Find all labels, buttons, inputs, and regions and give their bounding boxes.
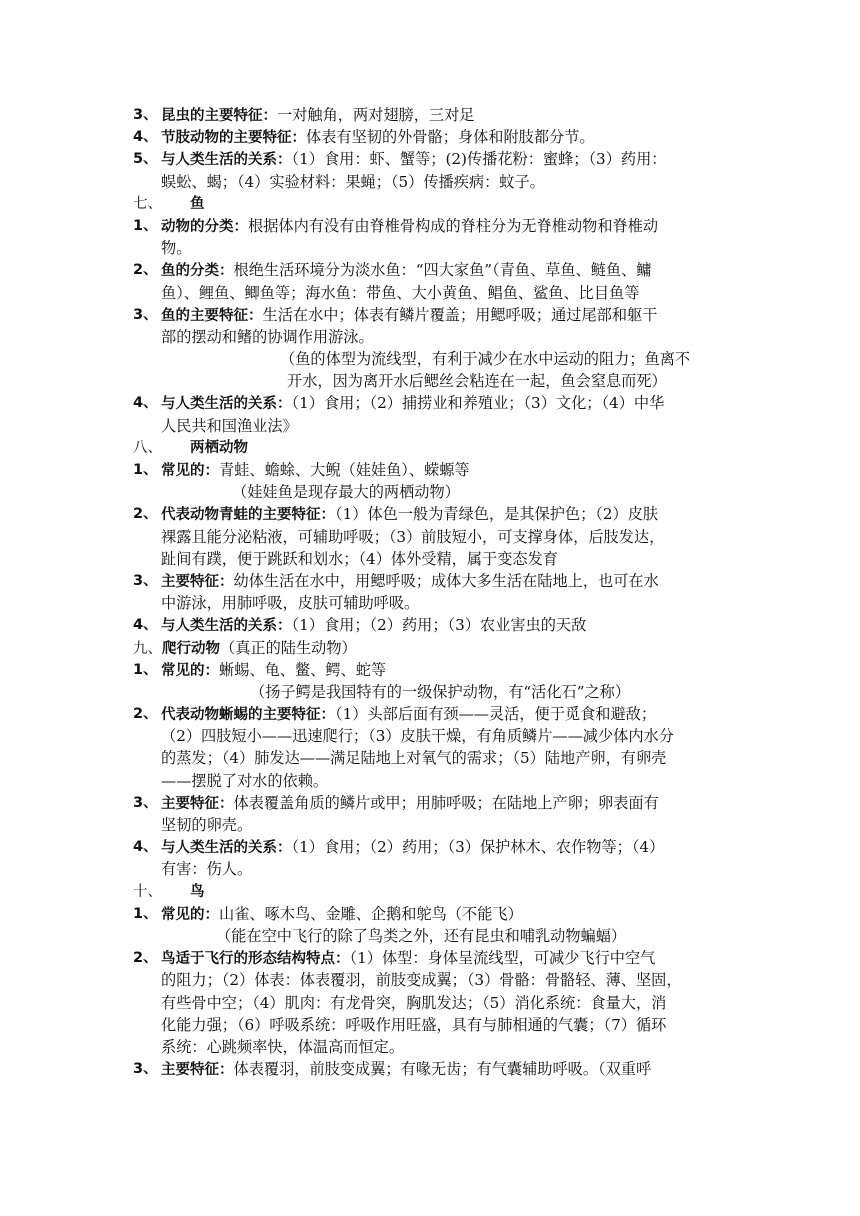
item-text bbox=[161, 1058, 651, 1081]
text-line bbox=[0, 104, 860, 126]
text-line bbox=[0, 836, 860, 858]
item-heading: 主要特征： bbox=[161, 795, 234, 812]
text-line bbox=[0, 814, 860, 836]
item-text bbox=[161, 570, 659, 593]
item-body: 根据体内有没有由脊椎骨构成的脊柱分为无脊椎动物和脊椎动 bbox=[248, 216, 659, 235]
item-body: 青蛙、蟾蜍、大鲵（娃娃鱼）、蝾螈等 bbox=[219, 461, 470, 479]
section-title: 爬行动物 bbox=[162, 640, 220, 657]
note-text: （娃娃鱼是现存最大的两栖动物） bbox=[232, 483, 460, 502]
text-line bbox=[0, 969, 860, 991]
text-line bbox=[0, 282, 860, 304]
continuation-text: 系统：心跳频率快，体温高而恒定。 bbox=[161, 1037, 404, 1056]
text-line bbox=[0, 592, 860, 614]
item-text bbox=[161, 459, 470, 482]
continuation-text: 化能力强；（6）呼吸系统：呼吸作用旺盛，具有与肺相通的气囊；（7）循环 bbox=[161, 1015, 667, 1034]
text-line bbox=[0, 703, 860, 725]
item-text bbox=[161, 903, 523, 926]
item-body: （1）食用；（2）药用；（3）农业害虫的天敌 bbox=[291, 616, 587, 635]
section-note: （真正的陆生动物） bbox=[220, 638, 357, 657]
item-heading: 代表动物青蛙的主要特征： bbox=[161, 507, 335, 524]
item-body: （1）体色一般为青绿色，是其保护色；（2）皮肤 bbox=[335, 505, 659, 524]
continuation-text: 的蒸发；（4）肺发达——满足陆地上对氧气的需求；（5）陆地产卵，有卵壳 bbox=[161, 749, 667, 768]
item-number: 4、 bbox=[133, 395, 158, 412]
item-text bbox=[161, 614, 586, 637]
item-body: （1）体型：身体呈流线型，可减少飞行中空气 bbox=[349, 949, 656, 968]
text-line bbox=[0, 415, 860, 437]
item-number: 3、 bbox=[133, 794, 158, 811]
item-heading: 动物的分类： bbox=[161, 218, 248, 235]
continuation-text: 坚韧的卵壳。 bbox=[161, 816, 253, 834]
section-number: 九、 bbox=[133, 640, 162, 657]
item-heading: 节肢动物的主要特征： bbox=[161, 130, 306, 147]
text-line bbox=[0, 792, 860, 814]
text-line bbox=[0, 725, 860, 747]
item-body: 幼体生活在水中，用鳃呼吸；成体大多生活在陆地上，也可在水 bbox=[233, 571, 659, 590]
item-text bbox=[161, 304, 657, 327]
text-line bbox=[0, 881, 860, 903]
item-heading: 常见的： bbox=[161, 463, 219, 479]
item-text bbox=[161, 126, 595, 149]
continuation-text: 鱼）、鲤鱼、鲫鱼等；海水鱼：带鱼、大小黄鱼、鲳鱼、鲨鱼、比目鱼等 bbox=[161, 283, 640, 302]
item-body: （1）食用：虾、蟹等；(2)传播花粉：蜜蜂；（3）药用： bbox=[291, 150, 667, 169]
item-number: 4、 bbox=[133, 617, 158, 634]
item-number: 3、 bbox=[133, 572, 158, 589]
item-body: 生活在水中；体表有鳞片覆盖；用鳃呼吸；通过尾部和躯干 bbox=[262, 305, 658, 324]
item-number: 5、 bbox=[133, 151, 158, 168]
item-heading: 鱼的主要特征： bbox=[161, 307, 263, 324]
item-body: 山雀、啄木鸟、金雕、企鹅和鸵鸟（不能飞） bbox=[219, 904, 523, 923]
item-text bbox=[161, 703, 656, 726]
note-text: （扬子鳄是我国特有的一级保护动物，有“活化石”之称） bbox=[250, 682, 631, 701]
text-line bbox=[0, 437, 860, 459]
continuation-text: 中游泳，用肺呼吸，皮肤可辅助呼吸。 bbox=[161, 594, 420, 613]
item-heading: 昆虫的主要特征： bbox=[161, 108, 277, 124]
text-line bbox=[0, 459, 860, 481]
continuation-text: 物。 bbox=[161, 239, 192, 258]
section-number: 七、 bbox=[133, 195, 162, 212]
note-text: 开水，因为离开水后鳃丝会粘连在一起，鱼会窒息而死） bbox=[287, 372, 667, 391]
text-line bbox=[0, 570, 860, 592]
item-text bbox=[161, 836, 664, 859]
item-heading: 主要特征： bbox=[161, 1062, 234, 1079]
text-line bbox=[0, 1014, 860, 1036]
text-line bbox=[0, 481, 860, 503]
text-line bbox=[0, 126, 860, 148]
item-heading: 与人类生活的关系： bbox=[161, 396, 292, 413]
section-title: 鸟 bbox=[190, 883, 205, 900]
text-line bbox=[0, 348, 860, 370]
item-number: 1、 bbox=[133, 217, 158, 234]
continuation-text: 裸露且能分泌粘液，可辅助呼吸；（3）前肢短小，可支撑身体，后肢发达， bbox=[161, 527, 665, 546]
continuation-text: 人民共和国渔业法》 bbox=[161, 416, 298, 435]
section-number: 十、 bbox=[133, 883, 162, 900]
item-heading: 常见的： bbox=[161, 906, 219, 923]
continuation-text: 蜈蚣、蝎；（4）实验材料：果蝇；（5）传播疾病：蚊子。 bbox=[161, 172, 545, 191]
text-line bbox=[0, 548, 860, 570]
text-line bbox=[0, 1036, 860, 1058]
text-line bbox=[0, 903, 860, 925]
item-heading: 与人类生活的关系： bbox=[161, 152, 292, 169]
item-heading: 与人类生活的关系： bbox=[161, 618, 292, 635]
item-heading: 常见的： bbox=[161, 662, 219, 679]
continuation-text: ——摆脱了对水的依赖。 bbox=[161, 771, 329, 790]
text-line bbox=[0, 304, 860, 326]
text-line bbox=[0, 947, 860, 969]
item-body: 一对触角，两对翅膀，三对足 bbox=[277, 106, 475, 124]
text-line bbox=[0, 1058, 860, 1080]
note-text: （能在空中飞行的除了鸟类之外，还有昆虫和哺乳动物蝙蝠） bbox=[216, 926, 627, 945]
item-number: 2、 bbox=[133, 506, 158, 523]
item-number: 1、 bbox=[133, 661, 158, 678]
text-line bbox=[0, 148, 860, 170]
item-text bbox=[161, 259, 652, 282]
item-heading: 鸟适于飞行的形态结构特点： bbox=[161, 951, 350, 968]
text-line bbox=[0, 171, 860, 193]
text-line bbox=[0, 326, 860, 348]
note-text: （鱼的体型为流线型，有利于减少在水中运动的阻力；鱼离不 bbox=[280, 350, 691, 369]
item-text bbox=[161, 792, 659, 815]
text-line bbox=[0, 747, 860, 769]
item-number: 2、 bbox=[133, 262, 158, 279]
text-line bbox=[0, 614, 860, 636]
item-text bbox=[161, 392, 664, 415]
text-line bbox=[0, 770, 860, 792]
text-line bbox=[0, 659, 860, 681]
item-number: 4、 bbox=[133, 129, 158, 146]
text-line bbox=[0, 858, 860, 880]
document-page bbox=[0, 104, 860, 1080]
item-body: （1）头部后面有颈——灵活，便于觅食和避敌； bbox=[335, 705, 657, 724]
continuation-text: 有些骨中空；（4）肌肉：有龙骨突，胸肌发达；（5）消化系统：食量大，消 bbox=[161, 993, 667, 1012]
item-text bbox=[161, 659, 386, 682]
continuation-text: 的阻力；（2）体表：体表覆羽，前肢变成翼；（3）骨骼：骨骼轻、薄、坚固， bbox=[161, 971, 682, 990]
continuation-text: 趾间有蹼，便于跳跃和划水；（4）体外受精，属于变态发育 bbox=[161, 549, 558, 568]
text-line bbox=[0, 193, 860, 215]
item-body: 体表有坚韧的外骨骼；身体和附肢都分节。 bbox=[306, 128, 595, 147]
item-body: 蜥蜴、龟、鳖、鳄、蛇等 bbox=[219, 660, 387, 679]
item-body: 根绝生活环境分为淡水鱼：“四大家鱼”（青鱼、草鱼、鲢鱼、鳙 bbox=[233, 261, 652, 280]
text-line bbox=[0, 526, 860, 548]
item-text bbox=[161, 947, 655, 970]
item-number: 2、 bbox=[133, 706, 158, 723]
text-line bbox=[0, 237, 860, 259]
text-line bbox=[0, 925, 860, 947]
section-heading bbox=[133, 637, 357, 660]
item-body: 体表覆盖角质的鳞片或甲；用肺呼吸；在陆地上产卵；卵表面有 bbox=[233, 793, 659, 812]
item-text bbox=[161, 148, 666, 171]
item-heading: 与人类生活的关系： bbox=[161, 840, 292, 857]
section-number: 八、 bbox=[133, 439, 162, 456]
section-title: 鱼 bbox=[190, 195, 205, 212]
item-text bbox=[161, 104, 474, 127]
continuation-text: 部的摆动和鳍的协调作用游泳。 bbox=[161, 327, 374, 346]
continuation-text: 有害：伤人。 bbox=[161, 860, 253, 879]
item-number: 3、 bbox=[133, 306, 158, 323]
text-line bbox=[0, 392, 860, 414]
item-number: 3、 bbox=[133, 1061, 158, 1078]
text-line bbox=[0, 259, 860, 281]
item-heading: 主要特征： bbox=[161, 573, 234, 590]
text-line bbox=[0, 681, 860, 703]
text-line bbox=[0, 215, 860, 237]
item-body: 体表覆羽，前肢变成翼；有喙无齿；有气囊辅助呼吸。（双重呼 bbox=[233, 1060, 652, 1079]
item-number: 1、 bbox=[133, 462, 158, 478]
item-number: 4、 bbox=[133, 839, 158, 856]
text-line bbox=[0, 992, 860, 1014]
item-body: （1）食用；（2）捕捞业和养殖业；（3）文化；（4）中华 bbox=[291, 394, 665, 413]
section-title: 两栖动物 bbox=[190, 439, 248, 456]
item-heading: 鱼的分类： bbox=[161, 263, 234, 280]
item-number: 2、 bbox=[133, 950, 158, 967]
text-line bbox=[0, 637, 860, 659]
item-text bbox=[161, 503, 658, 526]
text-line bbox=[0, 370, 860, 392]
item-number: 3、 bbox=[133, 107, 158, 123]
item-number: 1、 bbox=[133, 905, 158, 922]
item-heading: 代表动物蜥蜴的主要特征： bbox=[161, 707, 335, 724]
text-line bbox=[0, 503, 860, 525]
item-text bbox=[161, 215, 658, 238]
continuation-text: （2）四肢短小——迅速爬行；（3）皮肤干燥，有角质鳞片——减少体内水分 bbox=[161, 727, 674, 746]
item-body: （1）食用；（2）药用；（3）保护林木、农作物等；（4） bbox=[291, 838, 665, 857]
